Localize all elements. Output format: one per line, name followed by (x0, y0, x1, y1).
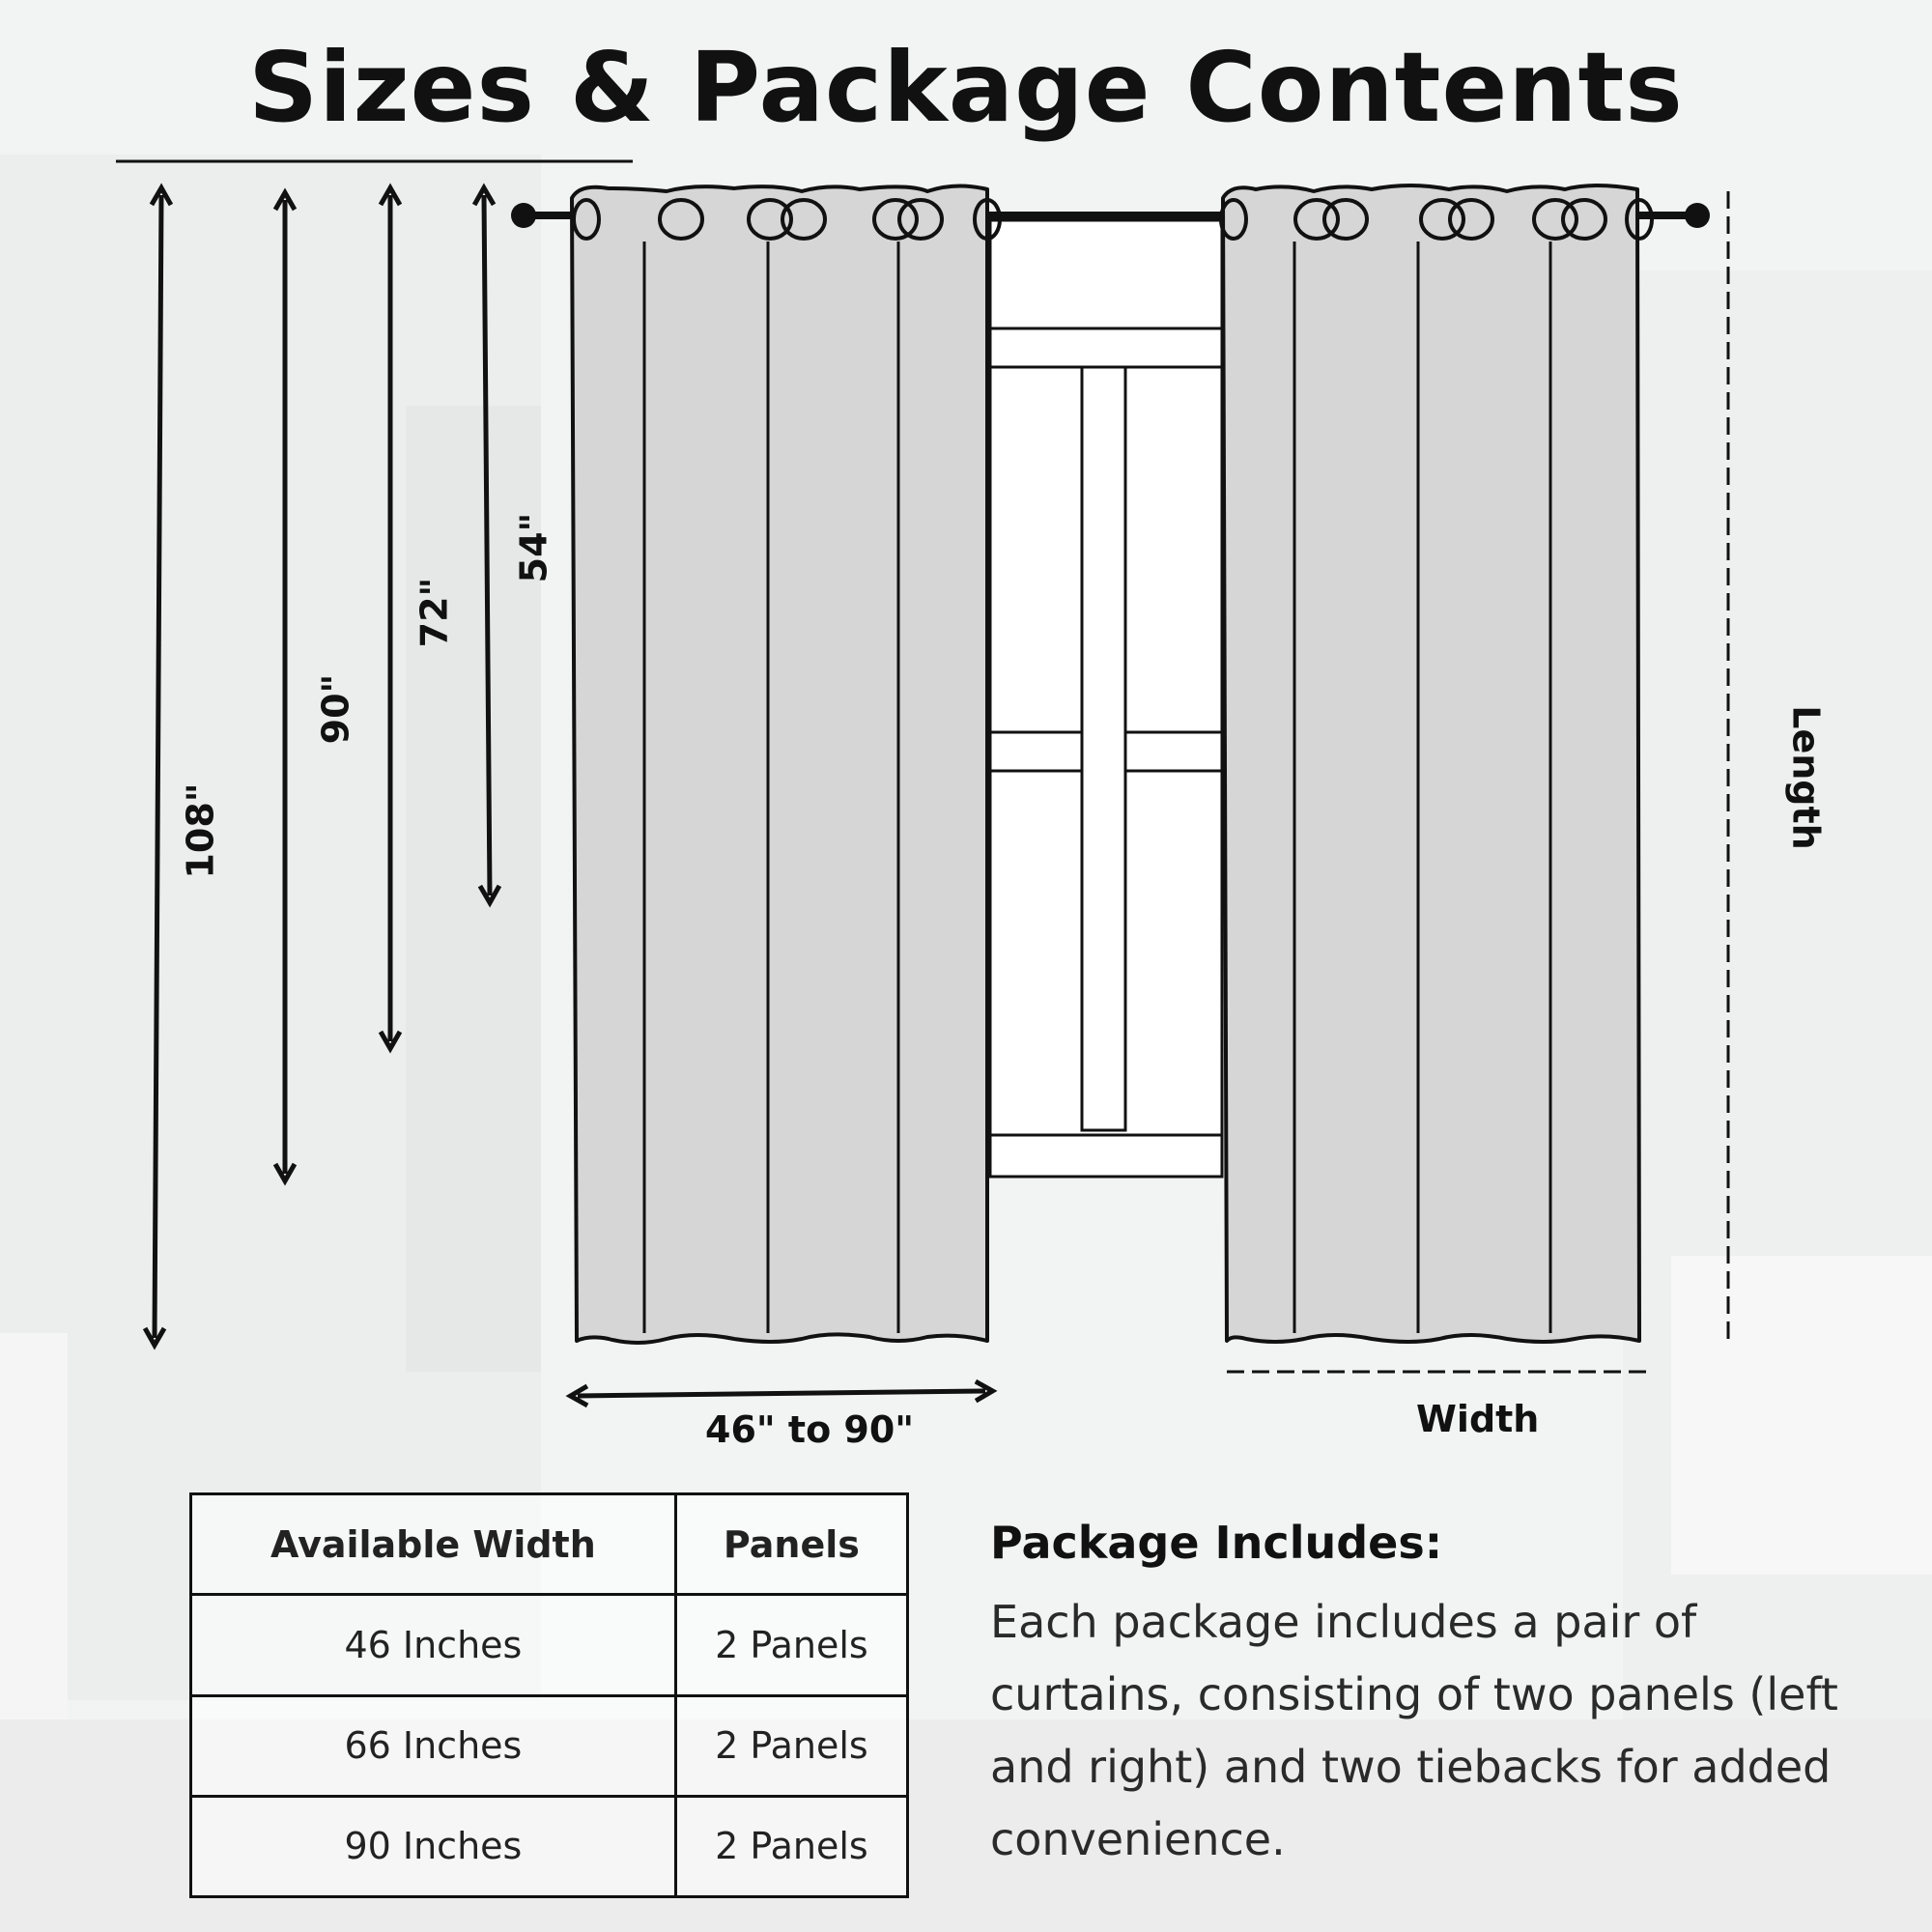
package-title: Package Includes: (990, 1517, 1443, 1569)
table-row (191, 1595, 908, 1695)
length-label-108: 108" (179, 782, 222, 879)
arrow-108 (155, 195, 161, 1338)
table-header-cell: Available Width (191, 1494, 676, 1595)
length-label-90: 90" (314, 673, 357, 745)
arrow-54 (484, 195, 490, 895)
table-cell: 46 Inches (191, 1595, 676, 1695)
table-row (191, 1796, 908, 1896)
table-row (191, 1695, 908, 1796)
width-arrow (578, 1391, 985, 1396)
window (990, 220, 1222, 1177)
table-header-cell: Panels (675, 1494, 907, 1595)
curtain-panel-right (1221, 185, 1652, 1342)
length-text-label: Length (1784, 705, 1828, 850)
length-arrows (155, 195, 490, 1338)
width-range-label: 46" to 90" (705, 1408, 915, 1451)
width-text-label: Width (1416, 1398, 1540, 1440)
table-cell: 2 Panels (675, 1796, 907, 1896)
page-title: Sizes & Package Contents (248, 31, 1684, 144)
length-label-72: 72" (412, 577, 456, 648)
table-header-row (191, 1494, 908, 1595)
table-cell: 90 Inches (191, 1796, 676, 1896)
curtain-panel-left (572, 185, 1000, 1343)
table-cell: 2 Panels (675, 1695, 907, 1796)
table-cell: 2 Panels (675, 1595, 907, 1695)
table-cell: 66 Inches (191, 1695, 676, 1796)
size-table (189, 1492, 909, 1898)
package-info (990, 1517, 1860, 1876)
package-description: Each package includes a pair of curtains, consisting of two panels (left and right) and two tiebacks for added convenience. (990, 1596, 1838, 1865)
length-label-54: 54" (512, 512, 555, 583)
